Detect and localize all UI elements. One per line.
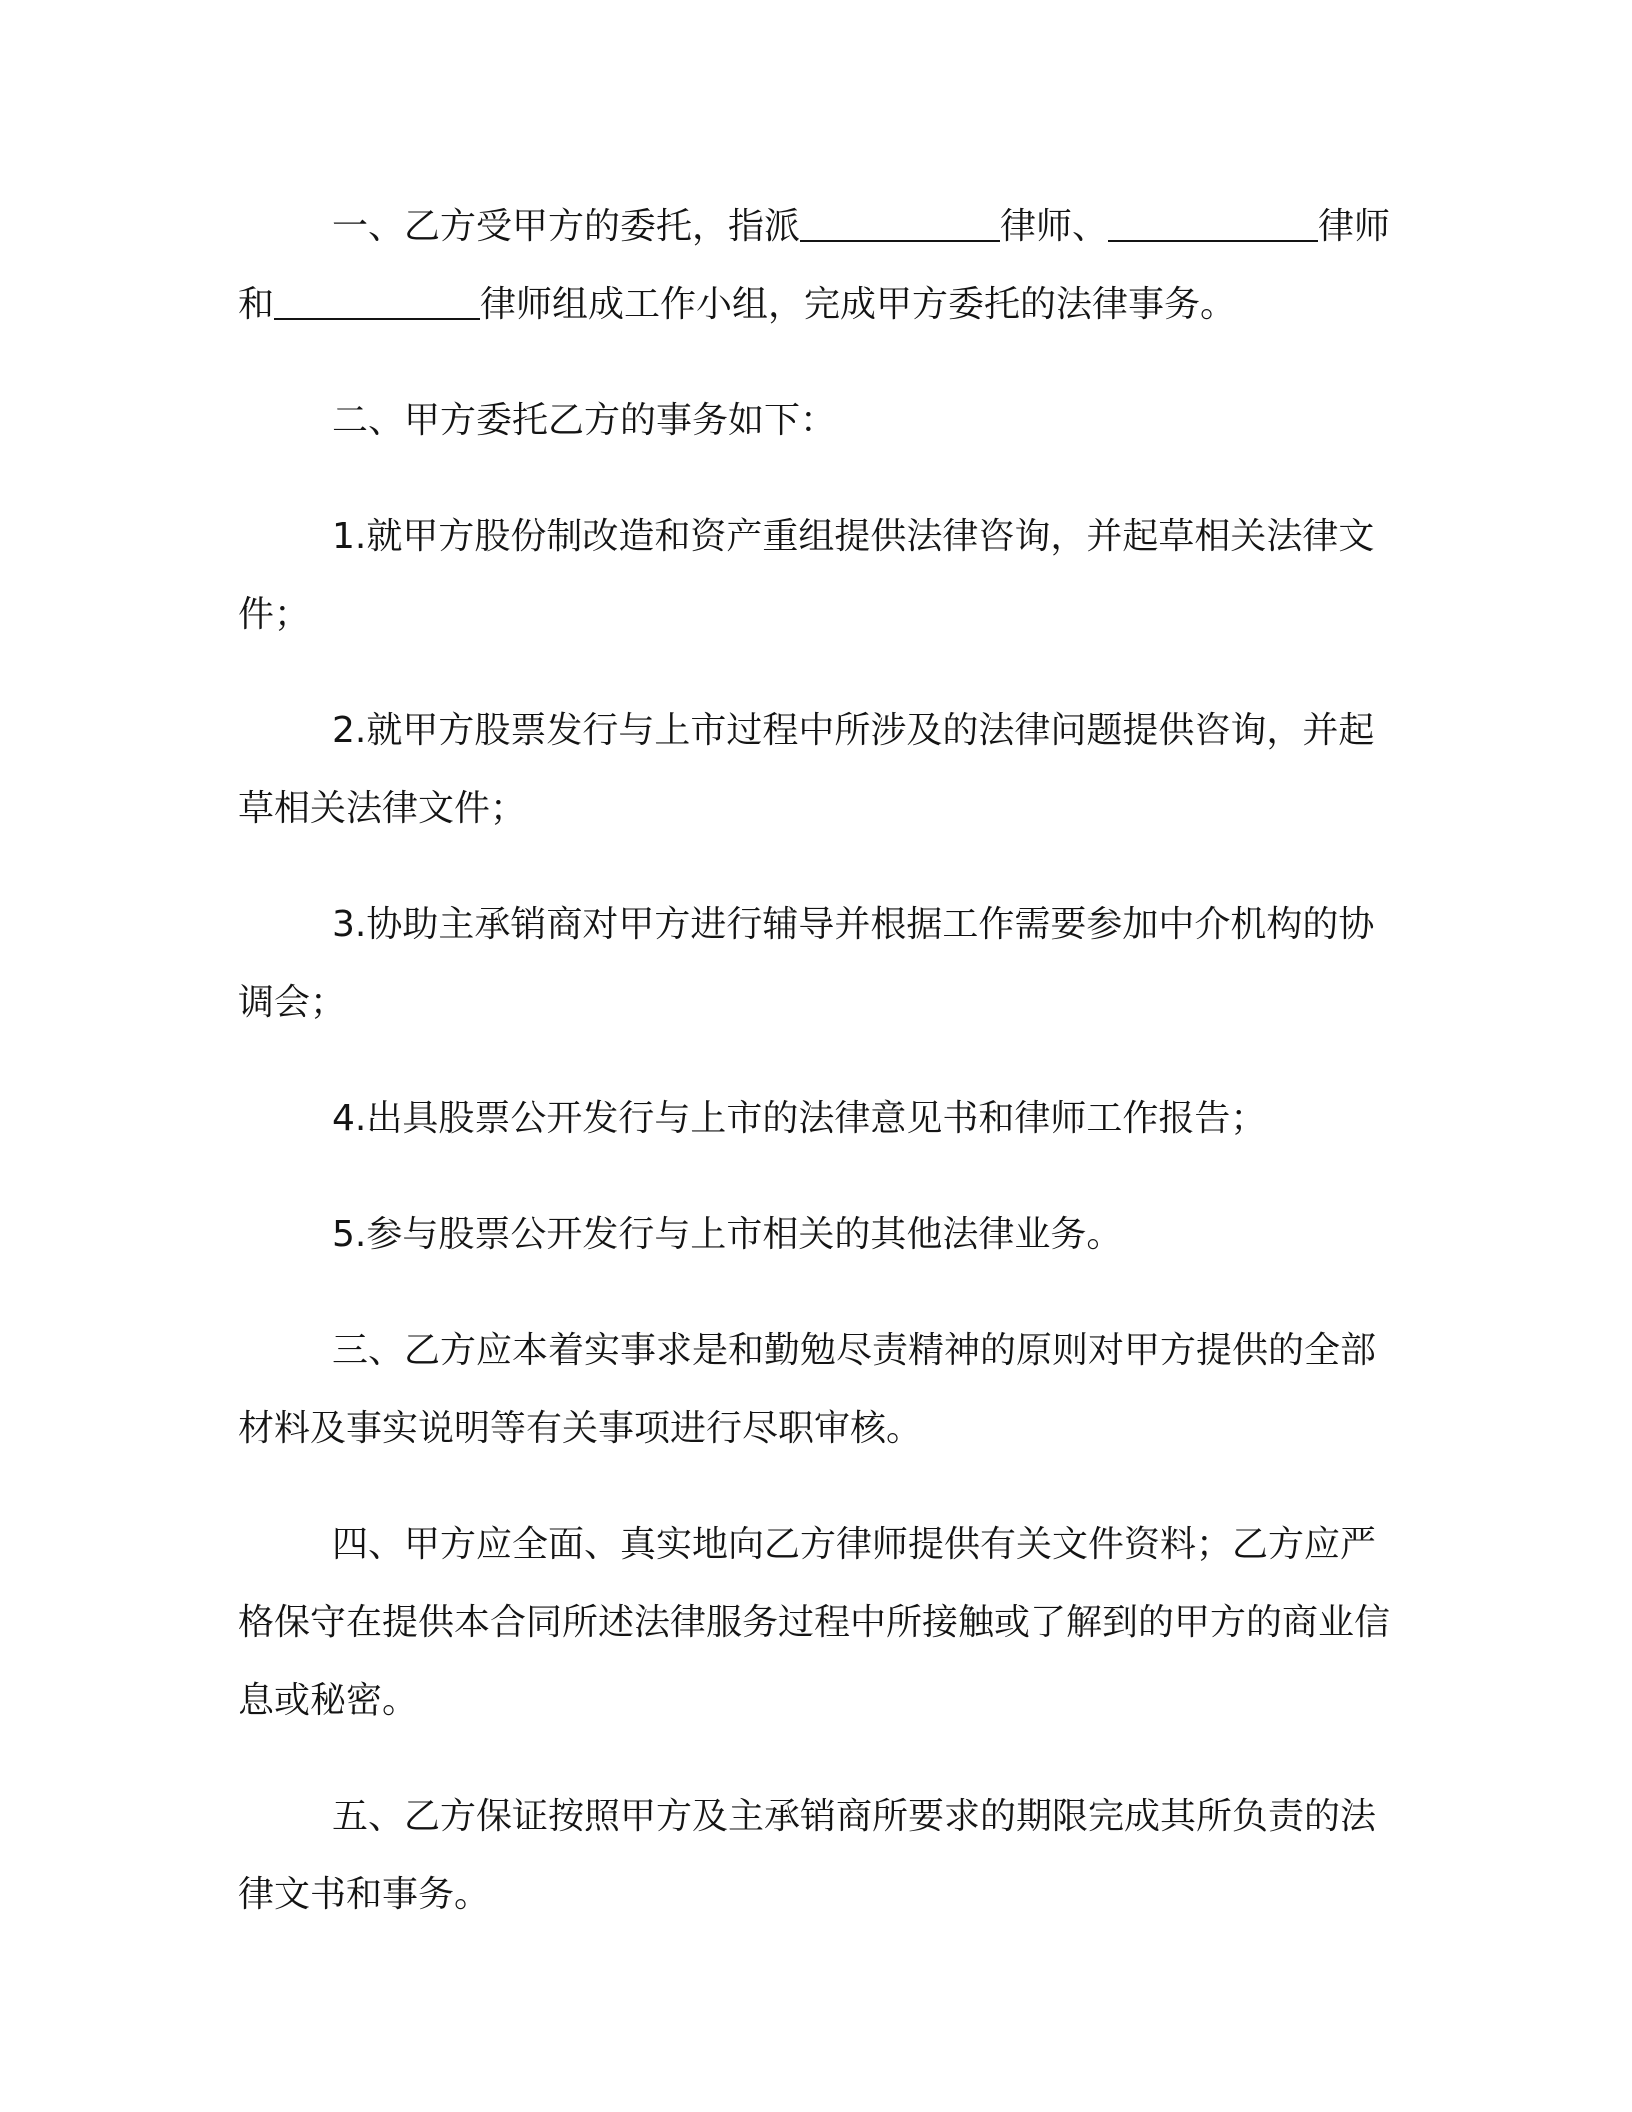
- item-1-paragraph: 1.就甲方股份制改造和资产重组提供法律咨询，并起草相关法律文件；: [238, 516, 1375, 635]
- lawyer-name-blank-2: [1108, 196, 1318, 242]
- clause-1-text-c: 律师和: [238, 206, 1391, 325]
- item-3-paragraph: 3.协助主承销商对甲方进行辅导并根据工作需要参加中介机构的协调会；: [238, 904, 1375, 1023]
- item-4-paragraph: 4.出具股票公开发行与上市的法律意见书和律师工作报告；: [332, 1098, 1267, 1139]
- lawyer-name-blank-3: [274, 274, 480, 320]
- clause-1-text-a: 一、乙方受甲方的委托，指派: [332, 206, 801, 247]
- document-body: [238, 188, 1400, 1972]
- clause-5-paragraph: 五、乙方保证按照甲方及主承销商所要求的期限完成其所负责的法律文书和事务。: [238, 1796, 1377, 1915]
- clause-3-paragraph: 三、乙方应本着实事求是和勤勉尽责精神的原则对甲方提供的全部材料及事实说明等有关事项进行尽职审核。: [238, 1330, 1377, 1449]
- clause-2-paragraph: 二、甲方委托乙方的事务如下：: [332, 400, 837, 441]
- item-5-paragraph: 5.参与股票公开发行与上市相关的其他法律业务。: [332, 1214, 1123, 1255]
- clause-4-paragraph: 四、甲方应全面、真实地向乙方律师提供有关文件资料；乙方应严格保守在提供本合同所述法律服务过程中所接触或了解到的甲方的商业信息或秘密。: [238, 1524, 1391, 1721]
- clause-1-paragraph: [238, 188, 1400, 344]
- item-2-paragraph: 2.就甲方股票发行与上市过程中所涉及的法律问题提供咨询，并起草相关法律文件；: [238, 710, 1375, 829]
- clause-1-text-b: 律师、: [1000, 206, 1109, 247]
- lawyer-name-blank-1: [800, 196, 1000, 242]
- clause-1-text-d: 律师组成工作小组，完成甲方委托的法律事务。: [480, 284, 1237, 325]
